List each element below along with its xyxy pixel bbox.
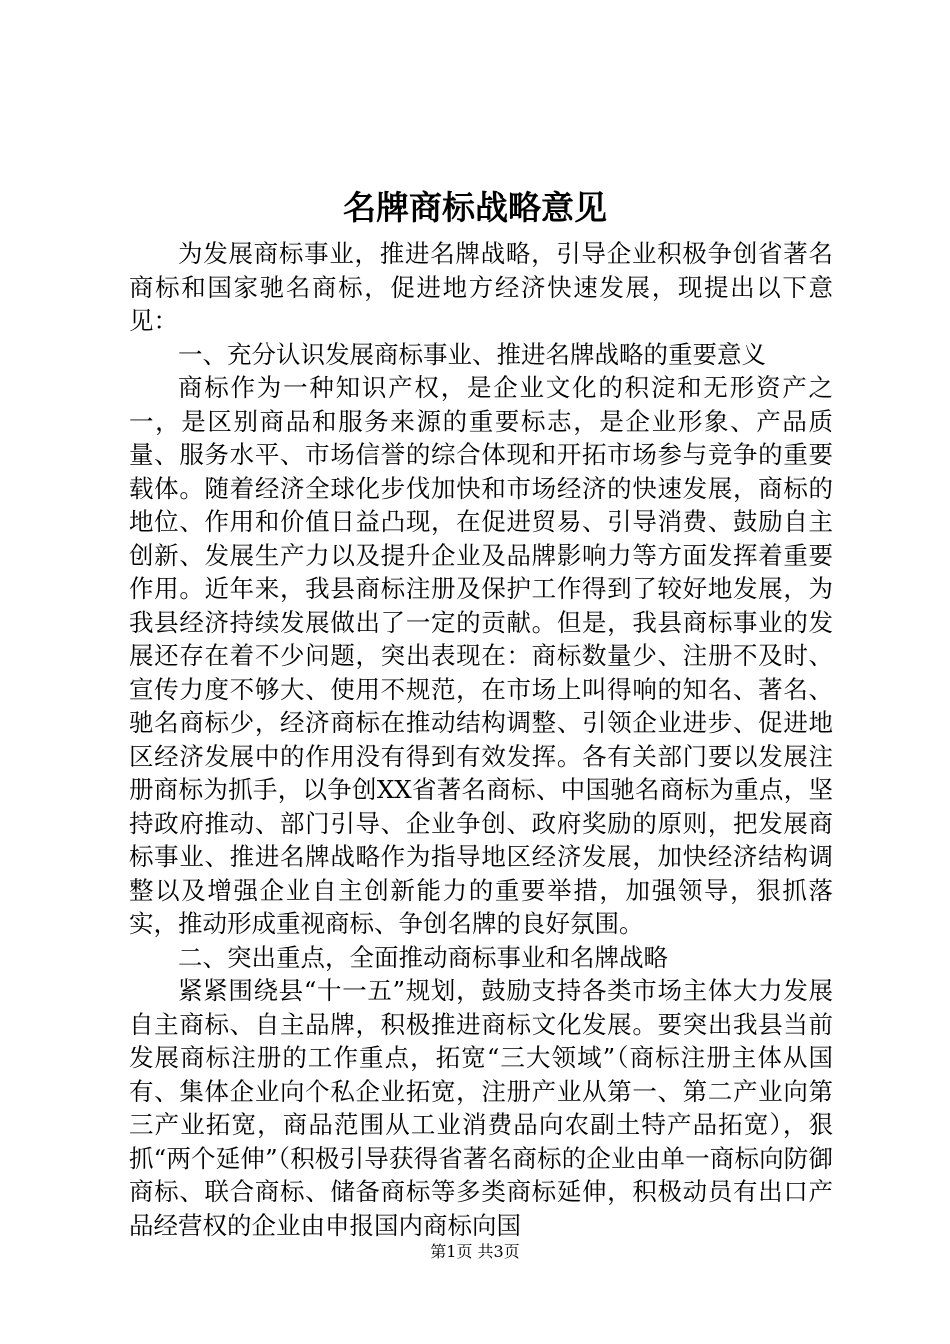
section-heading-2: 二、突出重点，全面推动商标事业和名牌战略: [178, 942, 668, 972]
intro-paragraph: 为发展商标事业，推进名牌战略，引导企业积极争创省著名商标和国家驰名商标，促进地方经济快速发展，现提出以下意见：: [129, 239, 833, 335]
page-number-footer: 第1页 共3页: [430, 1242, 520, 1261]
body-paragraph: 紧紧围绕县“十一五”规划，鼓励支持各类市场主体大力发展自主商标、自主品牌，积极推进商标文化发展。要突出我县当前发展商标注册的工作重点，拓宽“三大领域”（商标注册主体从国有、集体企业向个私企业拓宽，注册产业从第一、第二产业向第三产业拓宽，商品范围从工业消费品向农副土特产品拓宽），狠抓“两个延伸”（积极引导获得省著名商标的企业由单一商标向防御商标、联合商标、储备商标等多类商标延伸，积极动员有出口产品经营权的企业由申报国内商标向国: [129, 976, 833, 1240]
document-body: [129, 237, 833, 1242]
document-title: 名牌商标战略意见: [343, 188, 607, 227]
body-paragraph: 商标作为一种知识产权，是企业文化的积淀和无形资产之一，是区别商品和服务来源的重要标志，是企业形象、产品质量、服务水平、市场信誉的综合体现和开拓市场参与竞争的重要载体。随着经济全球化步伐加快和市场经济的快速发展，商标的地位、作用和价值日益凸现，在促进贸易、引导消费、鼓励自主创新、发展生产力以及提升企业及品牌影响力等方面发挥着重要作用。近年来，我县商标注册及保护工作得到了较好地发展，为我县经济持续发展做出了一定的贡献。但是，我县商标事业的发展还存在着不少问题，突出表现在：商标数量少、注册不及时、宣传力度不够大、使用不规范，在市场上叫得响的知名、著名、驰名商标少，经济商标在推动结构调整、引领企业进步、促进地区经济发展中的作用没有得到有效发挥。各有关部门要以发展注册商标为抓手，以争创XX省著名商标、中国驰名商标为重点，坚持政府推动、部门引导、企业争创、政府奖励的原则，把发展商标事业、推进名牌战略作为指导地区经济发展，加快经济结构调整以及增强企业自主创新能力的重要举措，加强领导，狠抓落实，推动形成重视商标、争创名牌的良好氛围。: [129, 373, 833, 938]
section-heading-1: 一、充分认识发展商标事业、推进名牌战略的重要意义: [178, 339, 766, 369]
